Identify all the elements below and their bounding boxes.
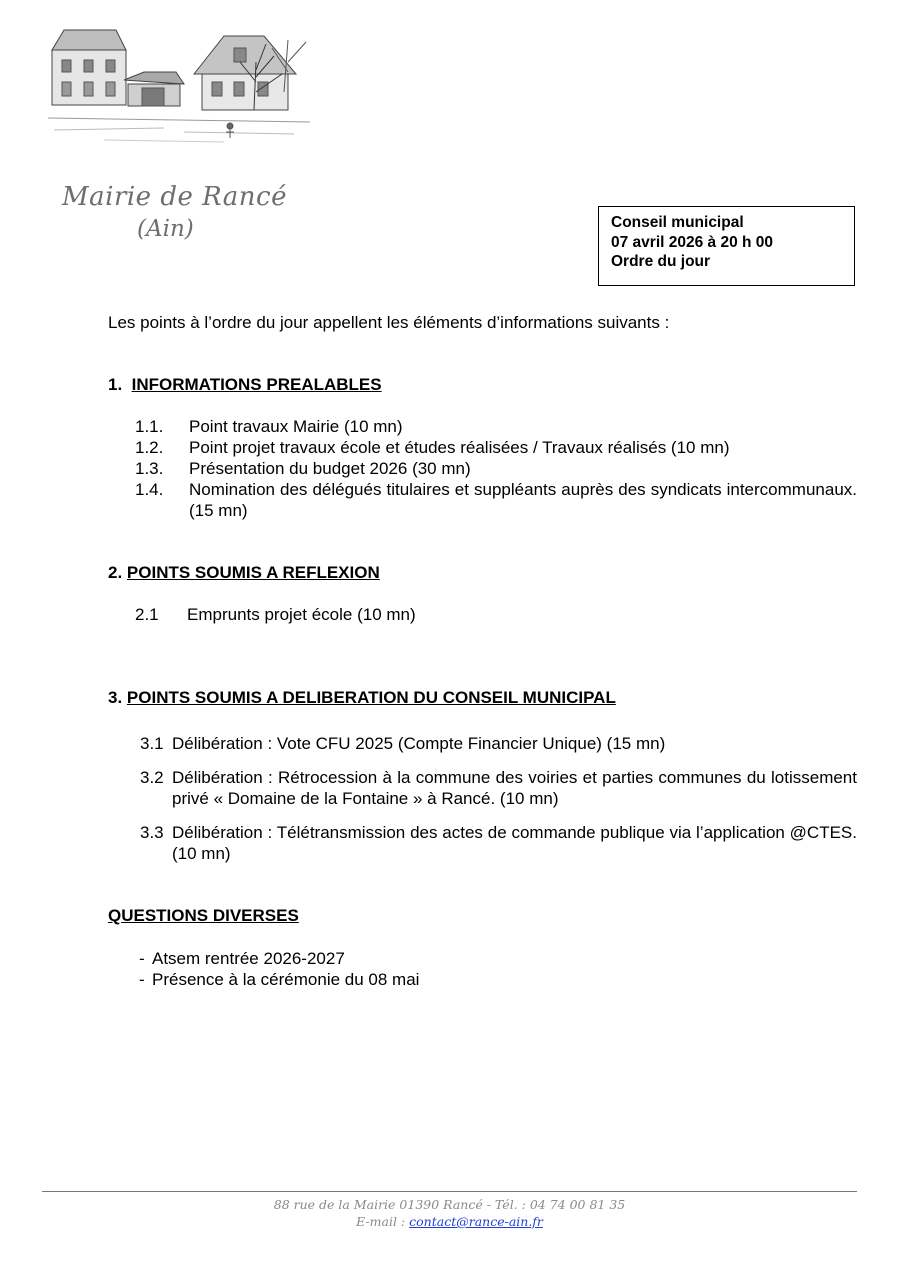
section-1-number: 1. [108,375,123,394]
section-1-list [135,416,857,521]
info-box-line-agenda: Ordre du jour [611,253,711,270]
list-item [135,458,857,479]
footer-divider [42,1191,857,1192]
bullet-dash: - [139,970,145,989]
info-box-line-date: 07 avril 2026 à 20 h 00 [611,233,774,251]
list-item [140,767,857,809]
section-1-heading [108,375,382,395]
info-box-line-council: Conseil municipal [611,214,744,231]
intro-text: Les points à l’ordre du jour appellent les éléments d’informations suivants : [108,313,670,332]
section-3-title: POINTS SOUMIS A DELIBERATION DU CONSEIL MUNICIPAL [126,688,616,707]
item-number: 1.1. [135,417,164,436]
list-item [135,437,857,458]
item-text: Délibération : Vote CFU 2025 (Compte Financier Unique) (15 mn) [172,734,666,753]
item-number: 1.4. [135,480,164,499]
item-text: Présence à la cérémonie du 08 mai [152,970,420,989]
item-number: 1.3. [135,459,164,478]
questions-heading [108,906,299,926]
village-sketch-logo [44,22,314,150]
item-text: Emprunts projet école (10 mn) [187,605,416,624]
section-2-heading [108,563,380,583]
bullet-dash: - [139,949,145,968]
section-1-title: INFORMATIONS PREALABLES [131,375,382,394]
item-number: 3.3 [140,823,164,842]
item-text: Présentation du budget 2026 (30 mn) [189,459,471,478]
mairie-title: Mairie de Rancé [62,182,287,212]
item-text: Nomination des délégués titulaires et suppléants auprès des syndicats intercommunaux. (15 mn) [189,480,857,520]
footer-address: 88 rue de la Mairie 01390 Rancé - Tél. : 04 74 00 81 35 [273,1197,626,1212]
section-2-number: 2. [108,563,123,582]
section-2-list [135,604,857,625]
section-3-list [140,733,857,864]
list-item [140,733,857,754]
item-text: Délibération : Télétransmission des actes de commande publique via l’application @CTES. (10 mn) [172,823,857,863]
item-number: 3.1 [140,734,164,753]
list-item [135,604,857,625]
footer-email-link[interactable]: contact@rance-ain.fr [409,1214,543,1229]
meeting-info-box [598,206,855,286]
section-3-heading [108,688,616,708]
section-3-number: 3. [108,688,123,707]
list-item [135,479,857,521]
list-item [140,822,857,864]
item-text: Point travaux Mairie (10 mn) [189,417,403,436]
item-number: 3.2 [140,768,164,787]
footer-email-label: E-mail : [356,1214,406,1229]
section-2-title: POINTS SOUMIS A REFLEXION [126,563,380,582]
questions-list [139,948,857,990]
questions-title: QUESTIONS DIVERSES [108,906,299,925]
item-text: Atsem rentrée 2026-2027 [152,949,345,968]
list-item [135,416,857,437]
item-text: Délibération : Rétrocession à la commune des voiries et parties communes du lotissement privé « Domaine de la Fontaine » à Rancé. (10 mn) [172,768,857,808]
item-number: 2.1 [135,605,159,624]
footer-email-line [42,1214,857,1229]
item-text: Point projet travaux école et études réalisées / Travaux réalisés (10 mn) [189,438,730,457]
list-item [139,969,857,990]
mairie-subtitle: (Ain) [137,216,194,242]
item-number: 1.2. [135,438,164,457]
list-item [139,948,857,969]
